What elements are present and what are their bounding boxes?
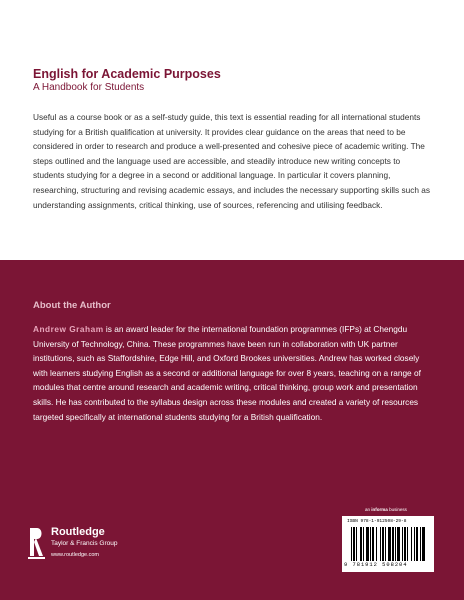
- barcode-icon: [351, 527, 431, 561]
- routledge-r-logo-icon: [28, 525, 46, 561]
- publisher-group: Taylor & Francis Group: [51, 540, 118, 547]
- author-bio-text: is an award leader for the international foundation programmes (IFPs) at Chengdu University of Technology, China. These programmes have been run in collaboration with UK partner institutions, such as Staffordshire, Edge Hill, and Oxford Brookes universities. Andrew has worked closely with learners studying English as a second or additional language for over 8 years, teaching on a range of modules that centre around research and academic writing, critical thinking, group work and presentation skills. He has contributed to the syllabus design across these modules and created a variety of resources targeted specifically at international students studying for a British qualification.: [33, 324, 421, 422]
- publisher-name: Routledge: [51, 526, 105, 538]
- isbn-number: ISBN 978-1-912508-29-8: [347, 519, 407, 524]
- author-bio: [33, 322, 433, 424]
- barcode-area: [342, 516, 434, 572]
- publisher-url: www.routledge.com: [51, 552, 99, 558]
- about-author-heading: About the Author: [33, 300, 111, 311]
- informa-suffix: business: [389, 507, 407, 512]
- publisher-text: [51, 526, 117, 560]
- barcode-digits: 9 781912 508204: [344, 562, 408, 568]
- informa-brand: informa: [371, 507, 388, 512]
- blurb-section: [0, 0, 464, 260]
- author-name: Andrew Graham: [33, 324, 104, 334]
- informa-tag: [365, 507, 407, 512]
- book-blurb: Useful as a course book or as a self-study guide, this text is essential reading for all international students studying for a British qualification at university. It provides clear guidance on the areas that need to be considered in order to research and produce a well-presented and cohesive piece of academic writing. The steps outlined and the language used are accessible, and steadily introduce new writing concepts to students studying for a degree in a second or additional language. In particular it covers planning, researching, structuring and revising academic essays, and includes the necessary supporting skills such as understanding assignments, critical thinking, use of sources, referencing and utilising feedback.: [33, 112, 431, 210]
- informa-prefix: an: [365, 507, 371, 512]
- publisher-logo: [28, 525, 117, 561]
- book-subtitle: A Handbook for Students: [33, 82, 145, 93]
- book-title: English for Academic Purposes: [33, 67, 221, 81]
